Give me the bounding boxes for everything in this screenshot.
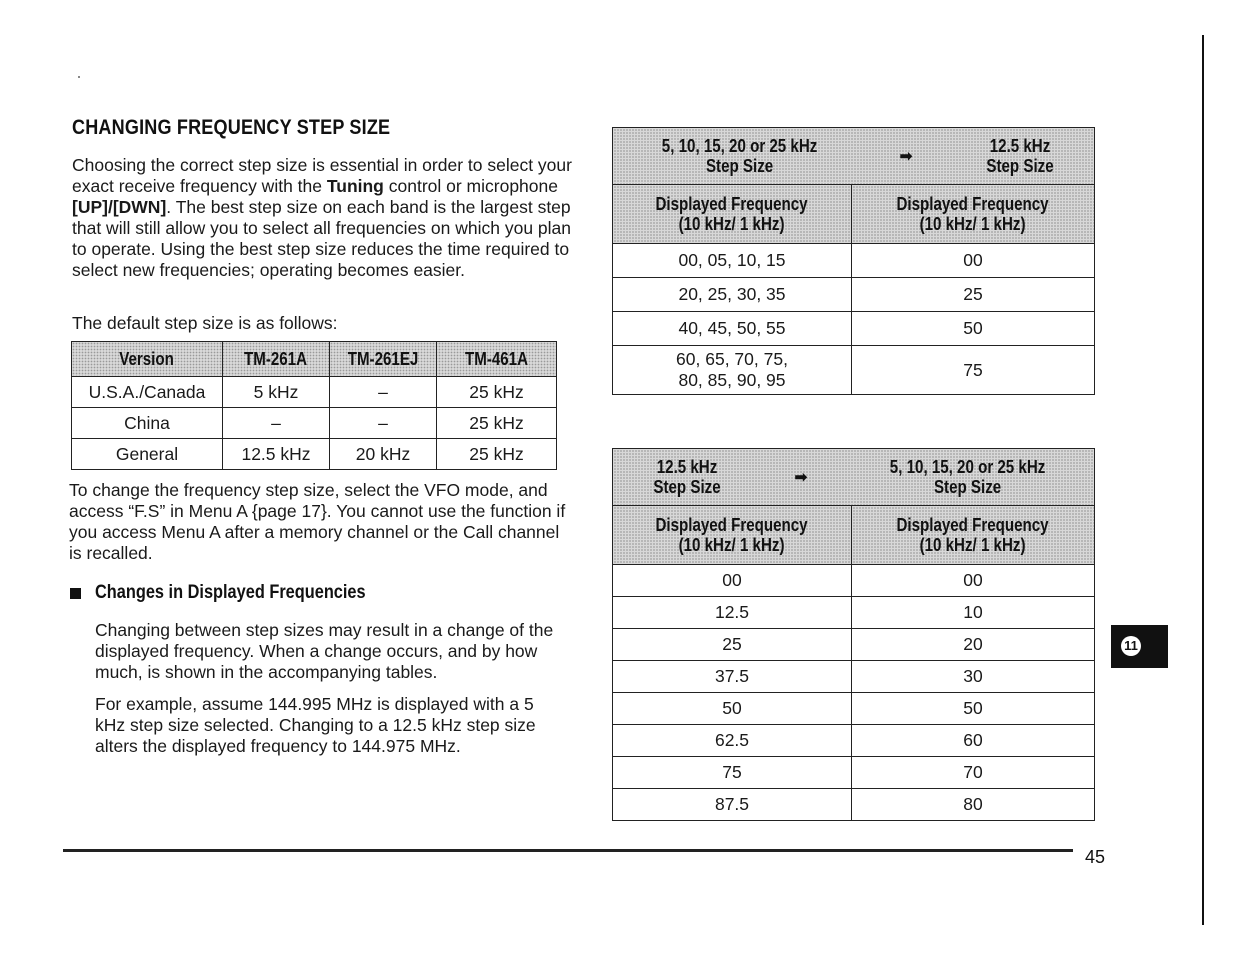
table-cell: 30 — [852, 661, 1095, 693]
table-cell: 50 — [852, 312, 1095, 346]
table-cell: 50 — [613, 693, 852, 725]
subheading — [70, 582, 410, 604]
table-cell: 20 — [852, 629, 1095, 661]
default-step-table — [71, 341, 557, 470]
table-cell: 00 — [852, 244, 1095, 278]
table-row — [613, 565, 1095, 597]
table-row — [72, 408, 557, 439]
to-step-label: 5, 10, 15, 20 or 25 kHz Step Size — [889, 457, 1046, 497]
page-edge-rule — [1202, 35, 1204, 925]
table-cell: China — [72, 408, 223, 439]
table-cell: 10 — [852, 597, 1095, 629]
default-step-intro: The default step size is as follows: — [72, 313, 338, 333]
page-number: 45 — [1085, 847, 1106, 867]
table-row — [613, 244, 1095, 278]
change-instructions: To change the frequency step size, select the VFO mode, and access “F.S” in Menu A {page 17}. You cannot use the function if you access Menu A after a memory channel or the Call channel is recalled. — [69, 480, 566, 563]
column-header: Displayed Frequency (10 kHz/ 1 kHz) — [852, 185, 1095, 244]
table-row — [613, 693, 1095, 725]
column-header: Displayed Frequency (10 kHz/ 1 kHz) — [613, 506, 852, 565]
table-cell: 50 — [852, 693, 1095, 725]
table-row — [613, 661, 1095, 693]
arrow-right-icon: ➡ — [794, 469, 808, 486]
table-row — [613, 597, 1095, 629]
table-row — [613, 346, 1095, 395]
table-cell: – — [223, 408, 330, 439]
intro-paragraph: Choosing the correct step size is essential in order to select your exact receive frequency with the Tuning control or microphone [UP]/[DWN]. The best step size on each band is the largest step that will still allow you to select all frequencies on which you plan to operate. Using the best step size reduces the time required to select new frequencies; operating becomes easier. — [72, 155, 572, 280]
column-header: TM-261A — [223, 342, 330, 377]
table-header-row — [613, 506, 1095, 565]
column-header: Version — [72, 342, 223, 377]
table-cell: 25 kHz — [437, 408, 557, 439]
table-cell: – — [330, 377, 437, 408]
table-row — [613, 629, 1095, 661]
step-change-table-to-12-5 — [612, 127, 1095, 395]
table-row — [613, 789, 1095, 821]
column-header: TM-261EJ — [330, 342, 437, 377]
table-cell: 00 — [613, 565, 852, 597]
step-title-row — [613, 128, 1095, 185]
table-cell: 75 — [613, 757, 852, 789]
table-cell: 25 kHz — [437, 377, 557, 408]
arrow-right-icon: ➡ — [899, 148, 913, 165]
table-cell: 12.5 kHz — [223, 439, 330, 470]
table-cell: 00 — [852, 565, 1095, 597]
table-cell: 60 — [852, 725, 1095, 757]
table-cell: 70 — [852, 757, 1095, 789]
table-cell: General — [72, 439, 223, 470]
table-cell: 20 kHz — [330, 439, 437, 470]
table-cell: 25 — [852, 278, 1095, 312]
column-header: Displayed Frequency (10 kHz/ 1 kHz) — [852, 506, 1095, 565]
table-cell: 80 — [852, 789, 1095, 821]
from-step-label: 12.5 kHz Step Size — [653, 457, 721, 497]
table-cell: 25 — [613, 629, 852, 661]
subheading-text: Changes in Displayed Frequencies — [95, 582, 366, 603]
table-cell: 62.5 — [613, 725, 852, 757]
table-row — [72, 439, 557, 470]
table-cell: 12.5 — [613, 597, 852, 629]
footer-rule — [63, 849, 1073, 852]
step-title-cell — [613, 449, 1095, 506]
table-row — [613, 312, 1095, 346]
table-cell: 00, 05, 10, 15 — [613, 244, 852, 278]
table-cell: – — [330, 408, 437, 439]
square-bullet-icon — [70, 588, 81, 599]
from-step-label: 5, 10, 15, 20 or 25 kHz Step Size — [661, 136, 818, 176]
mic-buttons-label: [UP]/[DWN] — [72, 197, 167, 217]
table-row — [613, 725, 1095, 757]
scan-speck — [78, 76, 80, 78]
table-cell: 40, 45, 50, 55 — [613, 312, 852, 346]
step-title-row — [613, 449, 1095, 506]
table-cell: 5 kHz — [223, 377, 330, 408]
to-step-label: 12.5 kHz Step Size — [986, 136, 1054, 176]
table-cell: 87.5 — [613, 789, 852, 821]
step-title-cell — [613, 128, 1095, 185]
table-cell: 25 kHz — [437, 439, 557, 470]
column-header: TM-461A — [437, 342, 557, 377]
table-cell: 20, 25, 30, 35 — [613, 278, 852, 312]
section-heading: CHANGING FREQUENCY STEP SIZE — [72, 116, 391, 139]
table-cell: 60, 65, 70, 75, 80, 85, 90, 95 — [613, 346, 852, 395]
table-row — [72, 377, 557, 408]
column-header: Displayed Frequency (10 kHz/ 1 kHz) — [613, 185, 852, 244]
table-row — [613, 278, 1095, 312]
body-paragraph: Changing between step sizes may result in a change of the displayed frequency. When a change occurs, and by how much, is shown in the accompanying tables. — [95, 620, 554, 682]
tuning-control-label: Tuning — [326, 176, 384, 196]
chapter-tab — [1111, 625, 1168, 668]
table-cell: 37.5 — [613, 661, 852, 693]
table-cell: 75 — [852, 346, 1095, 395]
chapter-number-badge: 11 — [1121, 636, 1141, 656]
table-header-row — [72, 342, 557, 377]
example-paragraph: For example, assume 144.995 MHz is displayed with a 5 kHz step size selected. Changing to a 12.5 kHz step size alters the displayed frequency to 144.975 MHz. — [95, 694, 536, 756]
table-cell: U.S.A./Canada — [72, 377, 223, 408]
table-row — [613, 757, 1095, 789]
table-header-row — [613, 185, 1095, 244]
step-change-table-from-12-5 — [612, 448, 1095, 821]
